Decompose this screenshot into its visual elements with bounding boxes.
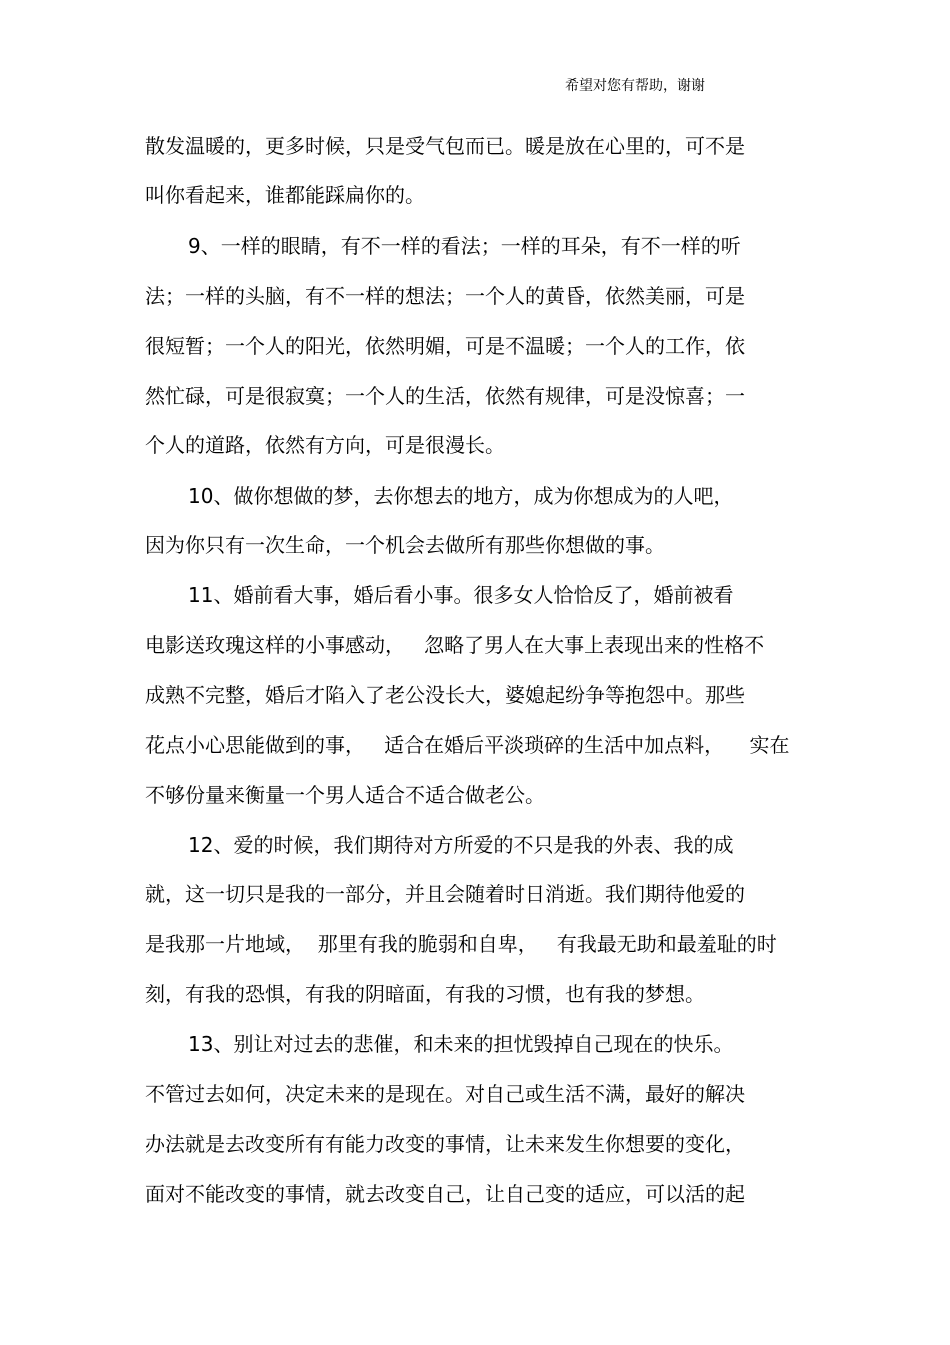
text-line: 然忙碌，可是很寂寞；一个人的生活，依然有规律，可是没惊喜；一 [145, 384, 745, 408]
text-line: 不管过去如何，决定未来的是现在。对自己或生活不满，最好的解决 [145, 1082, 745, 1106]
text-line: 就，这一切只是我的一部分，并且会随着时日消逝。我们期待他爱的 [145, 882, 745, 906]
text-line: 刻，有我的恐惧，有我的阴暗面，有我的习惯，也有我的梦想。 [145, 982, 705, 1006]
text-line: 因为你只有一次生命，一个机会去做所有那些你想做的事。 [145, 533, 665, 557]
text-line: 面对不能改变的事情，就去改变自己，让自己变的适应，可以活的起 [145, 1182, 745, 1206]
header-note: 希望对您有帮助，谢谢 [565, 78, 705, 94]
text-line: 散发温暖的，更多时候，只是受气包而已。暖是放在心里的，可不是 [145, 134, 745, 158]
text-line: 10、做你想做的梦，去你想去的地方，成为你想成为的人吧， [188, 484, 734, 508]
text-line: 法；一样的头脑，有不一样的想法；一个人的黄昏，依然美丽，可是 [145, 284, 745, 308]
text-line: 9、一样的眼睛，有不一样的看法；一样的耳朵，有不一样的听 [188, 234, 741, 258]
text-line: 很短暂；一个人的阳光，依然明媚，可是不温暖；一个人的工作，依 [145, 334, 745, 358]
text-line: 13、别让对过去的悲催，和未来的担忧毁掉自己现在的快乐。 [188, 1032, 734, 1056]
text-line: 是我那一片地域， 那里有我的脆弱和自卑， 有我最无助和最羞耻的时 [145, 932, 777, 956]
text-line: 叫你看起来，谁都能踩扁你的。 [145, 183, 425, 207]
text-line: 不够份量来衡量一个男人适合不适合做老公。 [145, 783, 545, 807]
text-line: 12、爱的时候，我们期待对方所爱的不只是我的外表、我的成 [188, 833, 734, 857]
text-line: 电影送玫瑰这样的小事感动， 忽略了男人在大事上表现出来的性格不 [145, 633, 765, 657]
text-line: 个人的道路，依然有方向，可是很漫长。 [145, 433, 505, 457]
text-line: 花点小心思能做到的事， 适合在婚后平淡琐碎的生活中加点料， 实在 [145, 733, 790, 757]
text-line: 11、婚前看大事，婚后看小事。很多女人恰恰反了，婚前被看 [188, 583, 734, 607]
text-line: 成熟不完整，婚后才陷入了老公没长大，婆媳起纷争等抱怨中。那些 [145, 683, 745, 707]
text-line: 办法就是去改变所有有能力改变的事情，让未来发生你想要的变化， [145, 1132, 745, 1156]
